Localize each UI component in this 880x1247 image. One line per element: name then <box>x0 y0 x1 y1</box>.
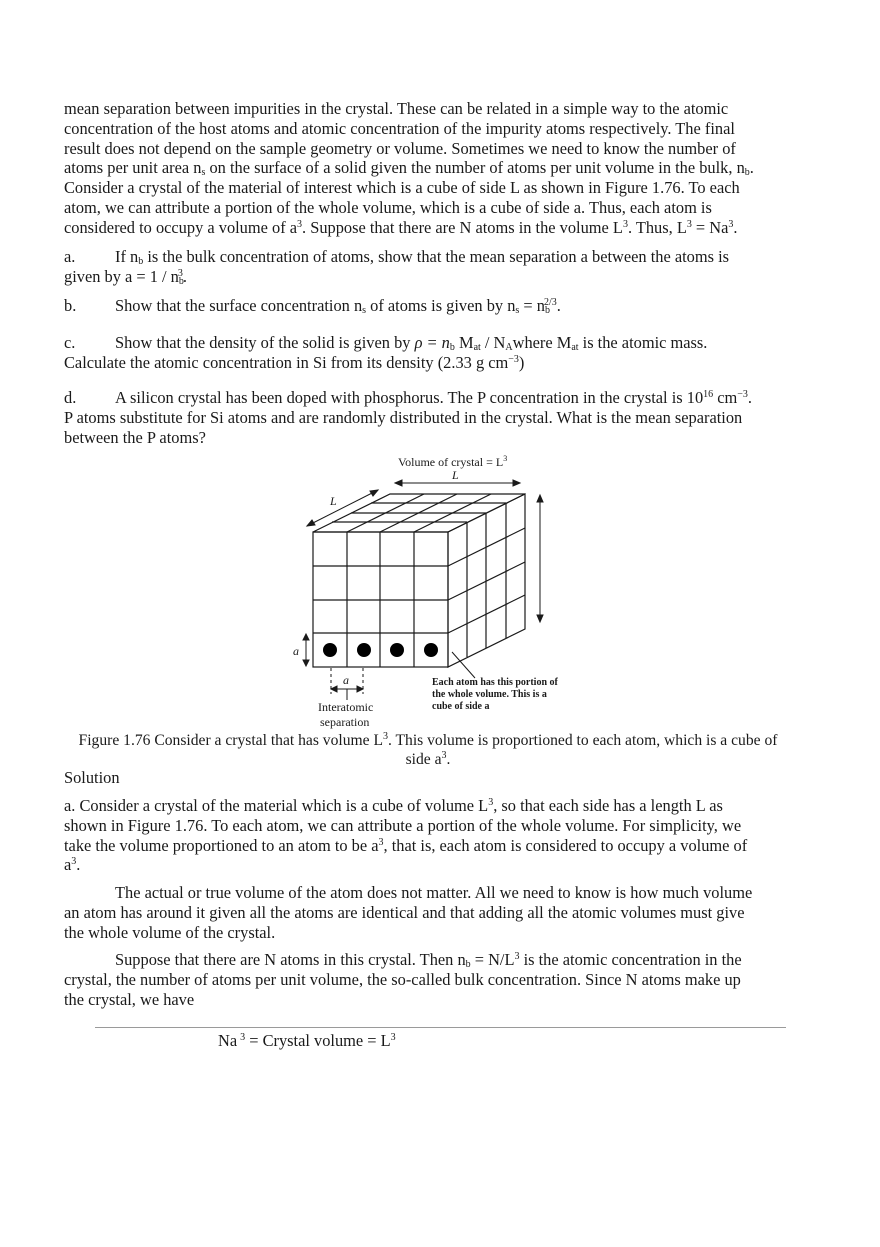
mean-separation-formula: a = 1 / n <box>125 266 179 286</box>
label-L-side: L <box>330 494 337 508</box>
question-a: a. If $n_b$ is the bulk concentration of atoms, show that the mean separation a between the atoms is given by $a = 1 / n_b^3$. <box>64 247 730 287</box>
intro-line: concentration of the host atoms and atomic concentration of the impurity atoms respectively. The final <box>64 118 735 138</box>
surface-concentration-formula: $n_s = n_b^{2/3}$ <box>507 296 557 316</box>
figure-title: Volume of crystal = $L^3$ <box>398 454 508 469</box>
label-a-bottom: a <box>343 673 349 687</box>
intro-line: atoms per unit area $n_s$ on the surface of a solid given the number of atoms per unit volume in the bulk, $n_b$. <box>64 158 754 179</box>
label-a-left: a <box>293 644 299 658</box>
atom-dot <box>323 643 337 657</box>
note-line: Each atom has this portion of <box>432 677 558 688</box>
atom-dot <box>424 643 438 657</box>
intro-line: mean separation between impurities in the crystal. These can be related in a simple way to the atomic <box>64 99 729 118</box>
crystal-volume-equation: Na $^3$ = Crystal volume = $L^3$ <box>218 1031 396 1050</box>
intro-line: Consider a crystal of the material of interest which is a cube of side L as shown in Figure 1.76. To each <box>64 178 740 198</box>
note-line: cube of side a <box>432 701 490 712</box>
solution-paragraph: a. Consider a crystal of the material which is a cube of volume $L^3$, so that each side has a length L as shown in Figure 1.76. To each atom, we can attribute a portion of the whole volume. For simplicity, we take the volume proportioned to an atom to be $a^3$, that is, each atom is considered to occupy a volume of $a^3$. <box>64 796 748 875</box>
question-c: c. Show that the density of the solid is given by $\rho = n_b$ $M_{at}$ / $N_Awhere$ $M_{at}$ is the atomic mass. Calculate the atomic concentration in Si from its density (2.33 g $cm^{-3}$) <box>64 333 708 372</box>
intro-line: considered to occupy a volume of $a^3$. Suppose that there are N atoms in the volume $L^3$. Thus, $L^3 = Na^3$. <box>64 217 738 237</box>
intro-line: atom, we can attribute a portion of the whole volume, which is a cube of side a. Thus, each atom is <box>64 197 712 217</box>
solution-paragraph: Suppose that there are N atoms in this crystal. Then $n_b = N/L^3$ is the atomic concentration in the crystal, the number of atoms per unit volume, the so-called bulk concentration. Since N atoms make up the crystal, we have <box>64 950 742 1009</box>
question-label: c. <box>64 333 76 352</box>
solution-paragraph: The actual or true volume of the atom does not matter. All we need to know is how much volume an atom has around it given all the atoms are identical and that adding all the atomic volumes must give the whole volume of the crystal. <box>64 883 753 942</box>
question-b: b. Show that the surface concentration $n_s$ of atoms is given by $n_s = n_b^{2/3}$. <box>64 296 561 316</box>
density-formula: $\rho = n_b$ $M_{at} / N_A$ <box>414 333 513 353</box>
note-line: the whole volume. This is a <box>432 689 547 700</box>
solution-heading: Solution <box>64 768 120 787</box>
atom-dot <box>390 643 404 657</box>
interatomic-label: Interatomic <box>318 700 374 714</box>
atom-dot <box>357 643 371 657</box>
question-label: a. <box>64 247 76 266</box>
question-label: b. <box>64 296 77 315</box>
separation-label: separation <box>320 715 370 729</box>
equation-divider <box>95 1027 786 1028</box>
intro-line: result does not depend on the sample geometry or volume. Sometimes we need to know the number of <box>64 138 736 158</box>
figure-caption: Figure 1.76 Consider a crystal that has volume $L^3$. This volume is proportioned to each atom, which is a cube of side $a^3$. <box>78 731 778 768</box>
label-L-top: L <box>452 468 459 482</box>
question-d: d. A silicon crystal has been doped with phosphorus. The P concentration in the crystal is $10^{16}$ $cm^{-3}$. P atoms substitute for Si atoms and are randomly distributed in the crystal. What is the mean separation between the P atoms? <box>64 388 753 447</box>
question-label: d. <box>64 388 77 407</box>
